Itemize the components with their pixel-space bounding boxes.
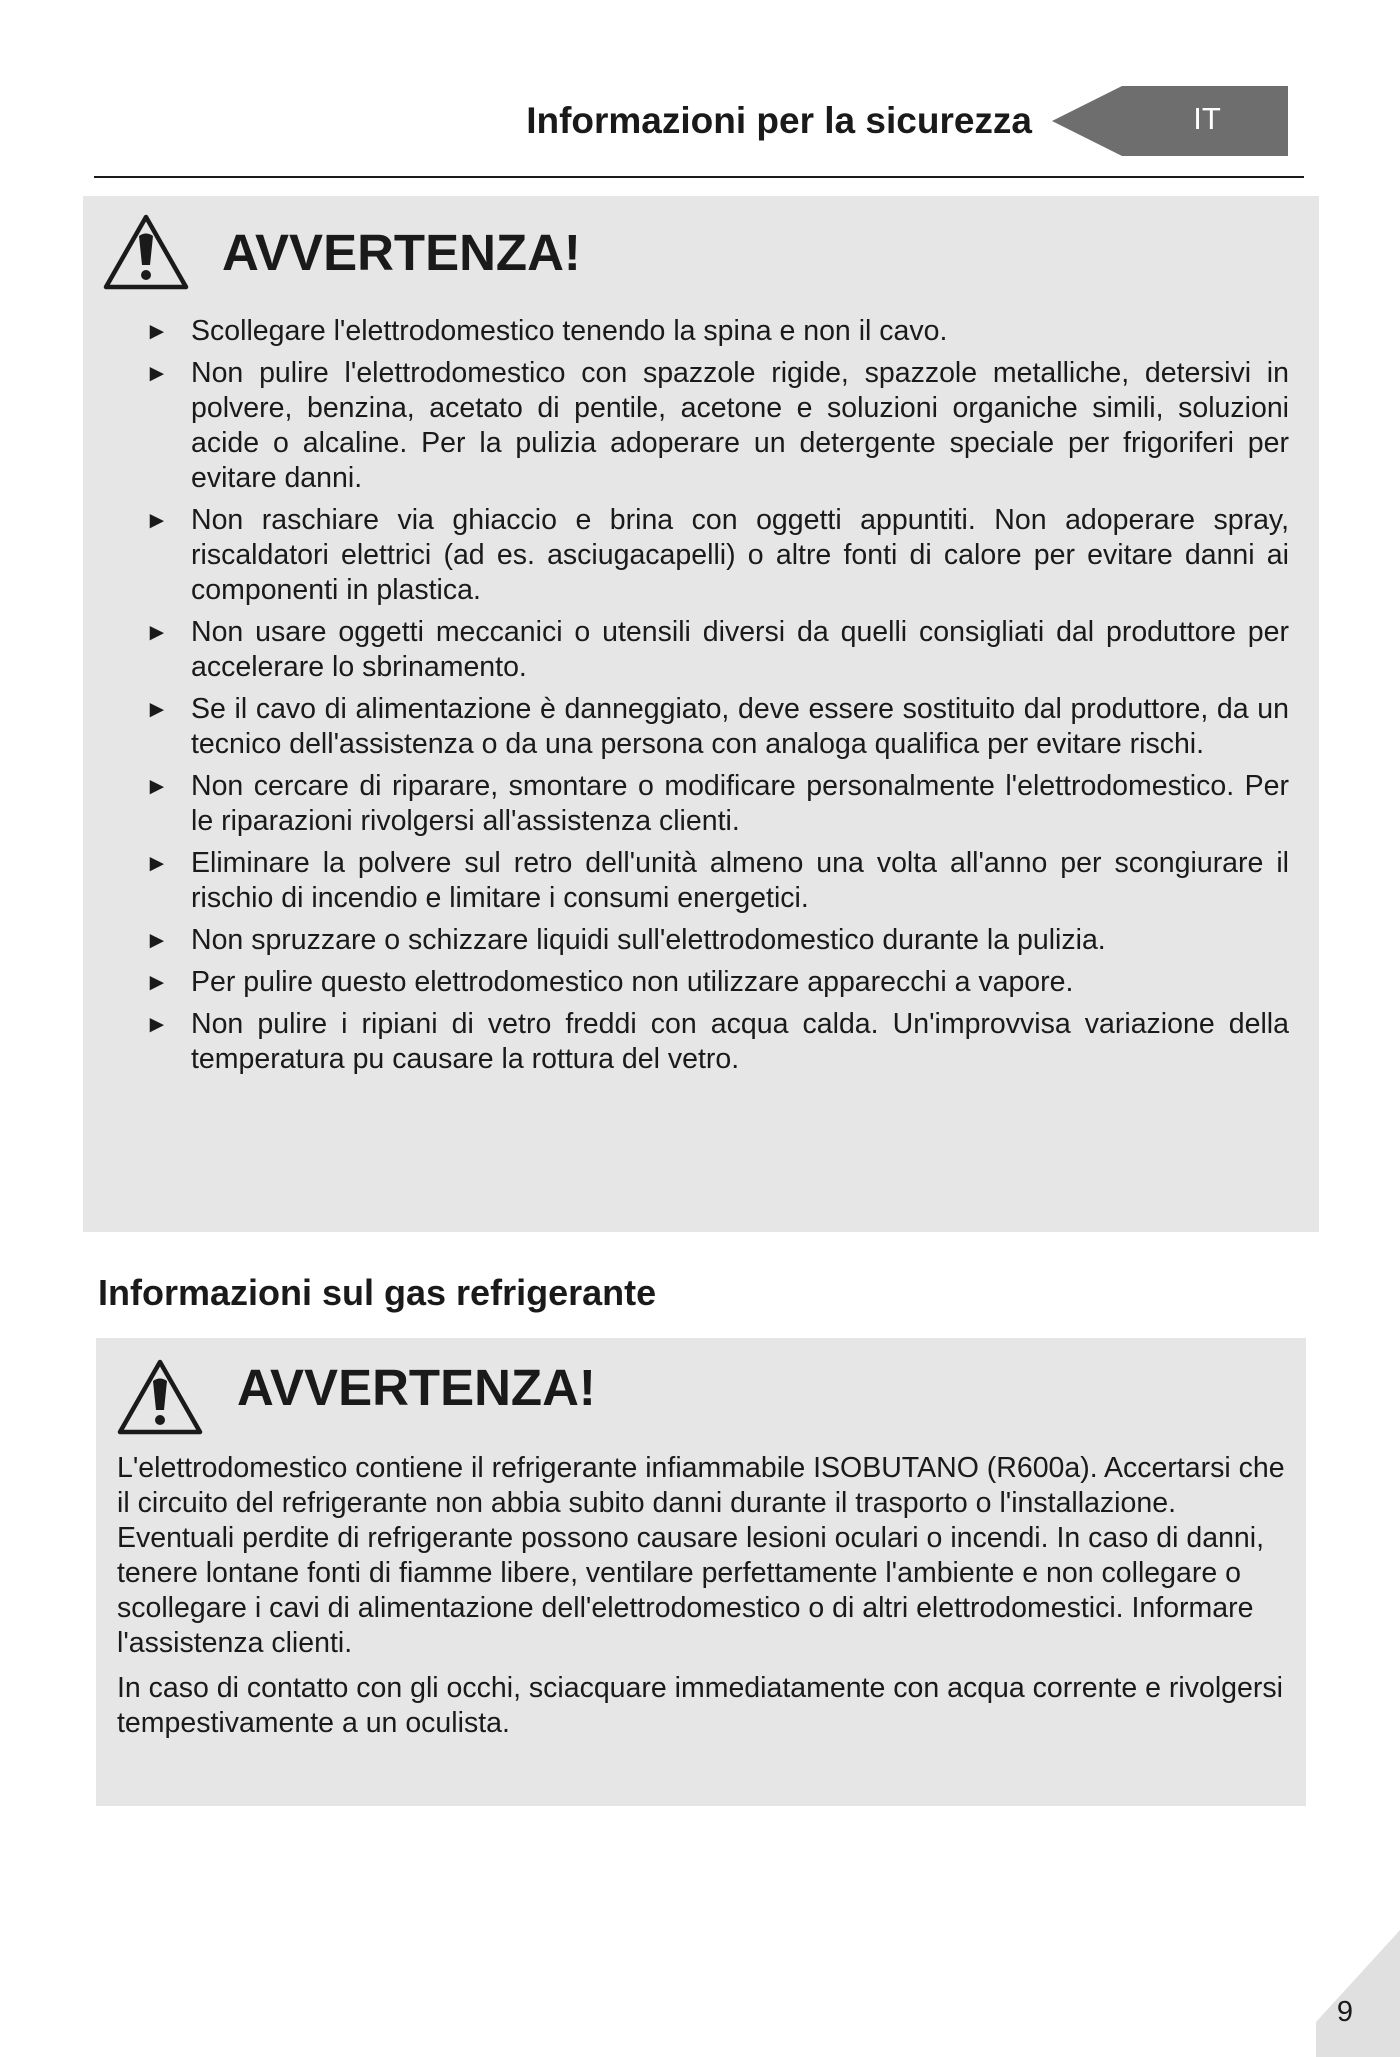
list-item: ► Non spruzzare o schizzare liquidi sull'elettrodomestico durante la pulizia. (145, 924, 1106, 956)
bullet-arrow-icon: ► (145, 927, 169, 954)
refrigerant-paragraph: L'elettrodomestico contiene il refrigerante infiammabile ISOBUTANO (R600a). Accertarsi che il circuito del refrigerante non abbia subito danni durante il trasporto o l'installazione. Eventuali perdite di refrigerante possono causare lesioni oculari o incendi. In caso di danni, tenere lontane fonti di fiamme libere, ventilare perfettamente l'ambiente e non collegare o scollegare i cavi di alimentazione dell'elettrodomestico o di altri elettrodomestici. Informare l'assistenza clienti. (117, 1452, 1285, 1659)
list-item: ► Non pulire l'elettrodomestico con spazzole rigide, spazzole metalliche, detersivi in polvere, benzina, acetato di pentile, acetone e soluzioni organiche simili, soluzioni acide o alcaline. Per la pulizia adoperare un detergente speciale per frigoriferi per evitare danni. (145, 357, 1289, 494)
bullet-arrow-icon: ► (145, 850, 169, 877)
warning-triangle-icon (116, 1357, 204, 1442)
bullet-arrow-icon: ► (145, 619, 169, 646)
header-divider (94, 176, 1304, 178)
list-item: ► Per pulire questo elettrodomestico non utilizzare apparecchi a vapore. (145, 966, 1074, 998)
language-code: IT (1193, 101, 1221, 136)
warning-triangle-icon (102, 212, 190, 297)
safety-instructions-list (145, 314, 1289, 1084)
bullet-arrow-icon: ► (145, 1011, 169, 1038)
bullet-arrow-icon: ► (145, 360, 169, 387)
refrigerant-warning-text (117, 1451, 1287, 1751)
bullet-arrow-icon: ► (145, 696, 169, 723)
page-section-title: Informazioni per la sicurezza (526, 100, 1032, 141)
list-item: ► Scollegare l'elettrodomestico tenendo la spina e non il cavo. (145, 315, 948, 347)
list-item: ► Non raschiare via ghiaccio e brina con oggetti appuntiti. Non adoperare spray, riscaldatori elettrici (ad es. asciugacapelli) o altre fonti di calore per evitare danni ai componenti in plastica. (145, 504, 1289, 606)
refrigerant-warning-panel (96, 1338, 1306, 1806)
warning-title: AVVERTENZA! (237, 1359, 596, 1416)
safety-warning-panel (83, 196, 1319, 1232)
bullet-arrow-icon: ► (145, 318, 169, 345)
list-item: ► Non usare oggetti meccanici o utensili diversi da quelli consigliati dal produttore per accelerare lo sbrinamento. (145, 616, 1289, 683)
list-item: ► Eliminare la polvere sul retro dell'unità almeno una volta all'anno per scongiurare il rischio di incendio e limitare i consumi energetici. (145, 847, 1289, 914)
refrigerant-section-heading: Informazioni sul gas refrigerante (98, 1272, 657, 1313)
list-item: ► Se il cavo di alimentazione è danneggiato, deve essere sostituito dal produttore, da un tecnico dell'assistenza o da una persona con analoga qualifica per evitare rischi. (145, 693, 1289, 760)
warning-title: AVVERTENZA! (222, 224, 581, 281)
bullet-arrow-icon: ► (145, 969, 169, 996)
list-item: ► Non pulire i ripiani di vetro freddi con acqua calda. Un'improvvisa variazione della temperatura pu causare la rottura del vetro. (145, 1008, 1289, 1075)
bullet-arrow-icon: ► (145, 507, 169, 534)
eye-contact-paragraph: In caso di contatto con gli occhi, sciacquare immediatamente con acqua corrente e rivolgersi tempestivamente a un oculista. (117, 1672, 1283, 1739)
list-item: ► Non cercare di riparare, smontare o modificare personalmente l'elettrodomestico. Per le riparazioni rivolgersi all'assistenza clienti. (145, 770, 1289, 837)
language-tab (1052, 86, 1288, 156)
bullet-arrow-icon: ► (145, 773, 169, 800)
page-number: 9 (1336, 1996, 1354, 2028)
